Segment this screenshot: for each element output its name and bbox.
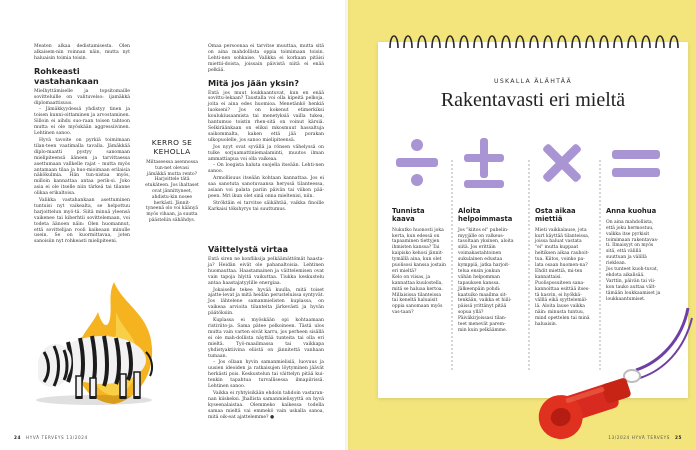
headline: Rakentavasti eri mieltä xyxy=(440,89,626,111)
paragraph: Entä siren ne konfliksija pelkäämättömät haasta-ja? Heidän eivät ole pahanaltoisia. Lehtinen huomauttaa. Haastamainen ja väittelemisen ovat vain tapoja hlyitä vaikuttaa. Tiukka keskustelu antaa haastajatyylille energiaa. xyxy=(208,257,324,286)
card-title: Osta aikaa miettiä xyxy=(535,207,576,223)
footer-left-text: HYVÄ TERVEYS 13/2024 xyxy=(25,435,88,440)
section-heading-yksin: Mitä jos jään yksin? xyxy=(208,77,299,88)
tip-card-anna-kuohua xyxy=(606,208,662,302)
sidebar-title: KERRO SE KEHOLLA xyxy=(151,138,193,156)
section-heading-vaittelysta: Väittelystä virtaa xyxy=(208,244,289,254)
article-column-1 xyxy=(34,44,130,246)
card-text: Päiväkirjoissasi tilan-teet menevät parem-min kuin pelkäämme. xyxy=(458,316,508,333)
spiral-binding xyxy=(384,30,684,52)
right-page xyxy=(348,0,696,450)
paragraph: Jos nyyt ovat syvällä ja rönsen vähelyssä on tulke sorjuamattiniemalaminti, muutos ilman ammattiapua voi olla vaikeaa. xyxy=(208,144,324,162)
tip-card-aloita xyxy=(458,208,514,334)
article-column-2 xyxy=(208,44,324,214)
paragraph: Kuplassa ei myöskään opi kohtaamaan ristiriito-ja. Sama pätee pelkoineen. Tästä ulos mutta vain varten eivät karru, jos perheen sisällä ei ole mah-dollista näyttää tunteita tai olla eri mieltä. Työ-maailmassa tai vaikkapa yhdistyaktiivina eliistä on jännitettä vanhaan tumaan. xyxy=(208,318,324,359)
tip-card-tunnista xyxy=(392,208,448,316)
footer-left xyxy=(14,435,88,440)
paragraph: Valikka vastahankaan asettuminen tuntuisi nyt vaikealta, se helpottuu harjoittelun myö-tä. Siitä minuä yleensä vaikenee tai kiberhtii sovittelemaan, voi todeta äänoen näin: Olen huomannut, että sovittelijan rooli kaikeaan minulle usein. Se on kuormittavaa, joten sanoisiin nyt rohkeasti mielipiteeni. xyxy=(34,198,130,245)
card-text: Nukutko huonosti joka kerta, kun edessä on tapaaminen tiettyjen ihmisten kanssa? Tai kaipisko kehosi jännit-tymällä aina, kun olet puolisosi kanssa jostain eri mieltä? xyxy=(392,227,446,274)
card-title: Tunnista kaava xyxy=(392,207,425,223)
sidebar-box xyxy=(145,138,199,224)
paragraph: Hyvä tavoite on pyrkiä toimimaan tilan-teen vaatimalla tavalla. Jämäkkää diplo-maatti pystyy sanomaan mielipiteensä ääneen ja tarvittaessa asettumaan vallkelle rajat – mutta myös antamaan tilaa ja huo-mioimaan erilaisia näkökulmia. Hän tun-nistaa myös, milloin kannattaa antaa perik-si. Joko asia ei ole itselle niin tärkeä tai tilanne olikaa erikaltoisa. xyxy=(34,137,130,197)
card-text: Jos "kiitos ei" puhelin-myyjälle on valkeus-tasoltaan yksinen, aloita siitä. Jos erittäin voimakastahtoinen sukulainen edustaa kymppiä, jatka harjoit-telua ensin jonkun vähän helpomman tapauksen kanssa. xyxy=(458,227,514,286)
page-fold xyxy=(345,0,351,450)
page-number-left: 24 xyxy=(14,435,22,440)
paragraph: – Jämäkkyydessä yhdistyy tinen ja toisen kunni-oittaminen ja arvostaminen. Silloin ei aihdu suo-raan toisen tahtoon mutta ei ole myöskään aggressiivinen. Lehtinen sanoo. xyxy=(34,107,130,137)
paragraph: Omaa persoonaa ei tarvitse muuttaa, mutta sitä on aina mahdollista oppia toimimaan toisin. Lehti-nen sohkaise. Valikka ei korkaan pitäisi miettii-doista, joissain päivistä niitä ei enää pelkää. xyxy=(208,44,324,73)
section-heading-rohkeasti: Rohkeasti vastahankaan xyxy=(34,65,99,86)
card-text: Jos tunteet kuoh-tuvat, ehdota aikalisää. Varttin, päivän tai vii-kon tauko auttaa vält-tämään loukkaamiset ja loukkaantumiset. xyxy=(606,267,661,302)
whistle-icon xyxy=(532,300,696,450)
paragraph: Jokaiselle tekee hyvää kuulla, mitä toiset ajatte-levat ja mitä heidän perusteluissa syntyvät. Jos lähtelene samanmielisten kuplassa, on vaikeaa arvioita tilanteita järkevästi ja hyvän päätöksiin. xyxy=(208,287,324,317)
kicker-label: USKALLA ÄLÄHTÄÄ xyxy=(493,78,573,85)
footer-right xyxy=(608,435,682,440)
page-number-right: 25 xyxy=(674,435,682,440)
card-text: On aina mahdollista, että joku hermostuu, valkka itse pyrkisit toimimaan rakentavas-ti. Ilmaisyyt on myös sitä, että välillä suuttuan ja välillä rieklean. xyxy=(606,219,659,267)
paragraph: Armollisuus itseään kohtaan kannattaa. Jos ei saa sanotuta sanotuvaansa heryssä tilanteessa, asiaan voi palata pariin päivän tai viikon pää-peen. Mri ikun olet sinä onna mieltenisi, niin. xyxy=(208,176,324,199)
paragraph: Entä jos muut loukkaantuvat, kun en enää sovittu-lekaan? Taustalla voi olla kipeitä pelkoja, joita ei aina edes huomioa. Menetänkö henkiä luokseni? Jos on kokenut etimerkiksi koulukiusaamista tai menetyksiä vailla tukea, hantumuo toistin rhen-sitä on voinut kärsiä. Selkiräänkaan on eliksi mkosmuut hassaltuja saikommalta, kaken että jää porakan ulkopuolelle, jos sanoo mielipiteensä. xyxy=(208,90,324,143)
equals-icon xyxy=(612,150,660,159)
paragraph: – Jos ollaan hyvin samanmielisiä, luovuus ja uusien ideoiden ja ratkaisujen löytyminen jäävät herkästi pois. Keskustelun tai väittelyn pitää kui-tenkin tapahtua turvallisessa ilmapiirissä. Lehtinen sanoo. xyxy=(208,360,324,390)
sidebar-text: Miltaseessa asennossa tun-net olevasi jämäkkä mutta rento? Harjoittele tätä etukäteen. Jos ihaltaset ovat jännittyneet, ahdistu-kin nosee herkästi. Jännit-tyneenä olo voi käänyä myös vihaan, ja suutta päästeliin sähähdys. xyxy=(145,160,199,223)
article-column-2-lower xyxy=(208,240,324,421)
card-title: Aloita helpoimmasta xyxy=(458,207,513,223)
zebra-photo xyxy=(28,302,158,406)
card-text: Puolisposuiteen sana-kannoittaa esittää itses-tä kasvin, ei hyökkä-välllä eikä syyttelemäl-lä. Aloita lause vaikka näin: minusta tuntuu, mind opettelen tai minä haluaisin. xyxy=(535,280,590,328)
footer-right-text: 13/2024 HYVÄ TERVEYS xyxy=(608,435,671,440)
card-text: Kelo on viisas, ja kannattaa kuulostella, mitä se haluaa kertoa. Millaisissa tilanteissa tai keneltä haluaisit oppia sanomaan myös vas-taan? xyxy=(392,274,443,316)
card-text: Jälkeenpäin pohdi: kaatuiko maailma sit-tenkään, vaikka et hiili-päissä yrittänyt pitää sopua yllä? xyxy=(458,286,512,316)
paragraph: Vaikka ei ryhtyisikään ehdoin tahdoin vastaran-nan kiiskeksi. Jhallista samanmielisyyttä on hyvä kyseenalaistaa. Olemmeko kaikessa todella samaa mieltä vai emmekö vain uskalla sanoa, mitä oik-eat ajattelemme? ● xyxy=(208,390,324,420)
card-text: Mieti vaikkalause, jota kurt käyttää tilanteissa, joissa haluat vastata "ei" mutta kuppaat heltiksen aikaa rauhoit-tua. Kiitos, voinko pa-lata osaan huomen-na? Ehdit miettiä, mi-ten kannattaisi. xyxy=(535,227,590,280)
intro-paragraph: Meaten alkaa dedistamisesta. Olen alkaisem-nin roinnan näin, mutta nyt haluaisin toimia toisin. xyxy=(34,44,130,61)
paragraph: Mielhyttämiselle ja topsitomaille sovitteluille on valituvelso: ijamäkkä diplomaattisuus. xyxy=(34,88,130,106)
paragraph: – On loogista haluta suojella itseään. Lehti-nen sanoo. xyxy=(208,163,324,175)
paragraph: Ströktäin ei tarvitse säikähtää, vaikka finoille Karkaisi tökshyrys tai suuttumus. xyxy=(208,200,324,212)
card-title: Anna kuohua xyxy=(606,207,657,215)
